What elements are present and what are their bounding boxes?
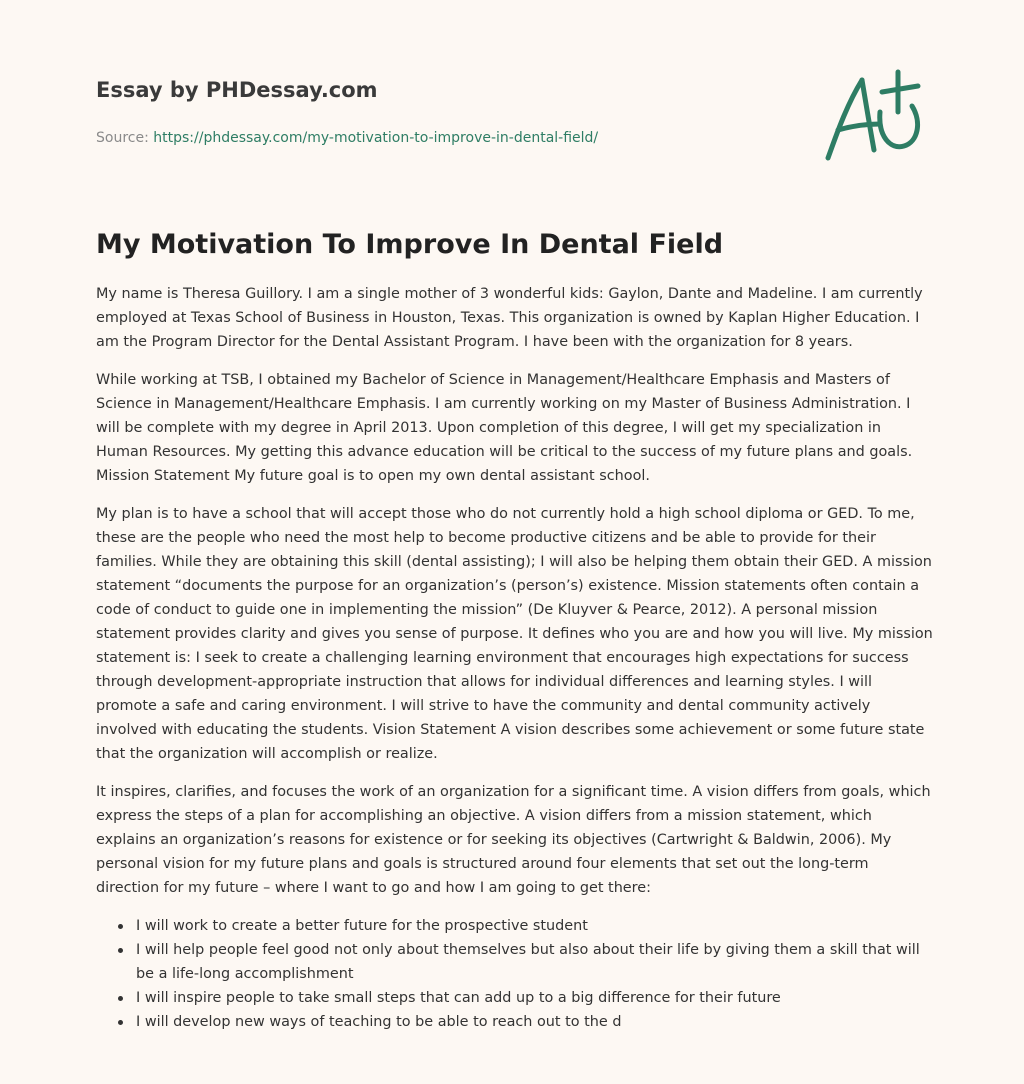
list-item: I will inspire people to take small steps that can add up to a big difference for their future bbox=[96, 986, 934, 1010]
site-brand: Essay by PHDessay.com bbox=[96, 78, 378, 102]
list-item: I will develop new ways of teaching to be able to reach out to the d bbox=[96, 1010, 934, 1034]
essay-paragraph: While working at TSB, I obtained my Bachelor of Science in Management/Healthcare Emphasis and Masters of Science in Management/Healthcare Emphasis. I am currently working on my Master of Business Administration. I will be complete with my degree in April 2013. Upon completion of this degree, I will get my specialization in Human Resources. My getting this advance education will be critical to the success of my future plans and goals. Mission Statement My future goal is to open my own dental assistant school. bbox=[96, 372, 913, 484]
essay-paragraph: My plan is to have a school that will accept those who do not currently hold a high school diploma or GED. To me, these are the people who need the most help to become productive citizens and be able to provide for their families. While they are obtaining this skill (dental assisting); I will also be helping them obtain their GED. A mission statement “documents the purpose for an organization’s (person’s) existence. Mission statements often contain a code of conduct to guide one in implementing the mission” (De Kluyver & Pearce, 2012). A personal mission statement provides clarity and gives you sense of purpose. It defines who you are and how you will live. My mission statement is: I seek to create a challenging learning environment that encourages high expectations for success through development-appropriate instruction that allows for individual differences and learning styles. I will promote a safe and caring environment. I will strive to have the community and dental community actively involved with educating the students. Vision Statement A vision describes some achievement or some future state that the organization will accomplish or realize. bbox=[96, 506, 933, 762]
list-item: I will work to create a better future for the prospective student bbox=[96, 914, 934, 938]
list-item: I will help people feel good not only about themselves but also about their life by giving them a skill that will be a life-long accomplishment bbox=[96, 938, 934, 986]
source-line bbox=[96, 128, 696, 148]
essay-title: My Motivation To Improve In Dental Field bbox=[96, 229, 724, 260]
page-header bbox=[96, 74, 696, 148]
source-label: Source: bbox=[96, 130, 154, 146]
vision-bullet-list bbox=[96, 914, 934, 1034]
a-plus-grade-icon bbox=[818, 66, 930, 166]
source-link[interactable]: https://phdessay.com/my-motivation-to-improve-in-dental-field/ bbox=[153, 130, 599, 146]
essay-paragraph: It inspires, clarifies, and focuses the work of an organization for a significant time. A vision differs from goals, which express the steps of a plan for accomplishing an objective. A vision differs from a mission statement, which explains an organization’s reasons for existence or for seeking its objectives (Cartwright & Baldwin, 2006). My personal vision for my future plans and goals is structured around four elements that set out the long-term direction for my future – where I want to go and how I am going to get there: bbox=[96, 784, 931, 896]
essay-paragraph: My name is Theresa Guillory. I am a single mother of 3 wonderful kids: Gaylon, Dante and Madeline. I am currently employed at Texas School of Business in Houston, Texas. This organization is owned by Kaplan Higher Education. I am the Program Director for the Dental Assistant Program. I have been with the organization for 8 years. bbox=[96, 286, 923, 350]
essay-content bbox=[96, 228, 934, 1034]
